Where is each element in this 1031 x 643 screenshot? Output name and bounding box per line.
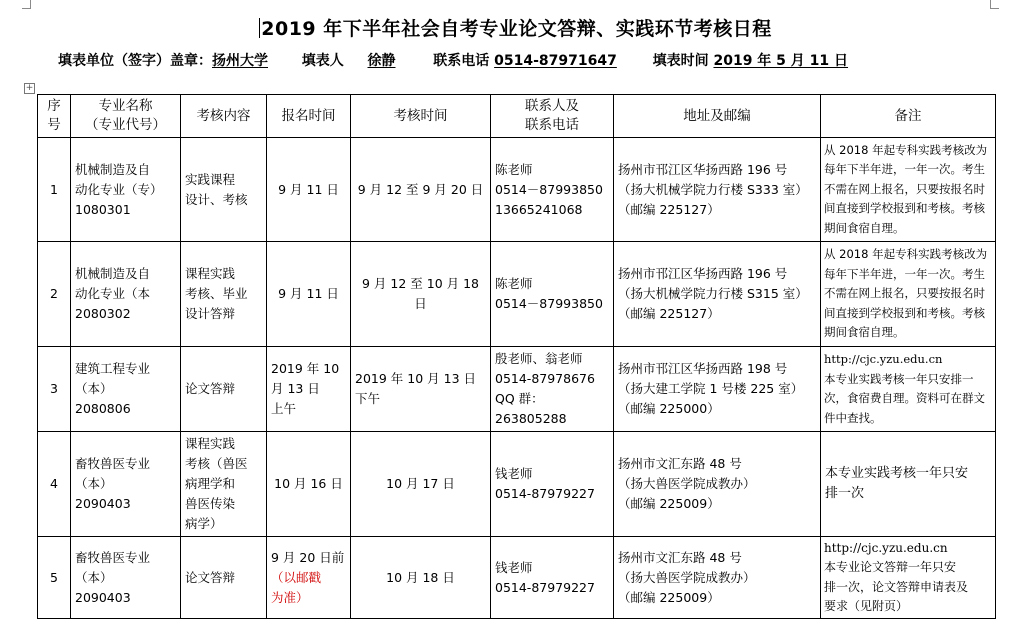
filler-label: 填表人	[301, 53, 344, 69]
table-row	[38, 242, 996, 347]
cell-contact: 钱老师 0514-87979227	[491, 537, 614, 619]
cell-contact: 陈老师 0514－87993850	[491, 242, 614, 347]
cell-exam-time: 10 月 17 日	[351, 432, 491, 537]
cell-seq: 2	[38, 242, 71, 347]
header-address: 地址及邮编	[614, 95, 821, 138]
cell-exam-time: 2019 年 10 月 13 日下午	[351, 347, 491, 432]
cell-exam-time: 9 月 12 至 9 月 20 日	[351, 138, 491, 242]
header-seq: 序 号	[38, 95, 71, 138]
header-exam-time: 考核时间	[351, 95, 491, 138]
cell-content: 论文答辩	[181, 537, 267, 619]
cell-major: 畜牧兽医专业 （本） 2090403	[71, 537, 181, 619]
cell-note: http://cjc.yzu.edu.cn 本专业实践考核一年只安排一 次，食宿费自理。资料可在群文 件中查找。	[821, 347, 996, 432]
table-row	[38, 537, 996, 619]
page-corner-mark-left	[22, 0, 31, 9]
cell-address: 扬州市邗江区华扬西路 198 号 （扬大建工学院 1 号楼 225 室） （邮编 225000）	[614, 347, 821, 432]
table-row	[38, 432, 996, 537]
filler-value: 徐静	[367, 53, 396, 69]
table-row	[38, 347, 996, 432]
cell-address: 扬州市邗江区华扬西路 196 号 （扬大机械学院力行楼 S333 室） （邮编 225127）	[614, 138, 821, 242]
cell-major: 畜牧兽医专业 （本） 2090403	[71, 432, 181, 537]
cell-address: 扬州市文汇东路 48 号 （扬大兽医学院成教办） （邮编 225009）	[614, 432, 821, 537]
cell-note: http://cjc.yzu.edu.cn 本专业论文答辩一年只安 排一次，论文答辩申请表及 要求（见附页）	[821, 537, 996, 619]
cell-major: 机械制造及自 动化专业（本 2080302	[71, 242, 181, 347]
cell-reg-time: 9 月 11 日	[267, 242, 351, 347]
date-label: 填表时间	[652, 53, 709, 69]
header-note: 备注	[821, 95, 996, 138]
cell-exam-time: 9 月 12 至 10 月 18 日	[351, 242, 491, 347]
cell-note: 从 2018 年起专科实践考核改为 每年下半年进，一年一次。考生 不需在网上报名，只要按报名时 间直接到学校报到和考核。考核 期间食宿自理。	[821, 138, 996, 242]
cell-seq: 4	[38, 432, 71, 537]
cell-major: 机械制造及自 动化专业（专） 1080301	[71, 138, 181, 242]
cell-note: 从 2018 年起专科实践考核改为 每年下半年进，一年一次。考生 不需在网上报名，只要按报名时 间直接到学校报到和考核。考核 期间食宿自理。	[821, 242, 996, 347]
phone-label: 联系电话	[433, 53, 490, 69]
fill-info-row	[58, 50, 848, 70]
cell-exam-time: 10 月 18 日	[351, 537, 491, 619]
cell-content: 实践课程 设计、考核	[181, 138, 267, 242]
cell-address: 扬州市邗江区华扬西路 196 号 （扬大机械学院力行楼 S315 室） （邮编 225127）	[614, 242, 821, 347]
page-corner-mark-right	[990, 0, 999, 9]
unit-value: 扬州大学	[212, 53, 268, 69]
header-reg-time: 报名时间	[267, 95, 351, 138]
cell-note: 本专业实践考核一年只安 排一次	[821, 432, 996, 537]
date-value: 2019 年 5 月 11 日	[713, 53, 849, 69]
table-header-row	[38, 95, 996, 138]
header-major: 专业名称 （专业代号）	[71, 95, 181, 138]
header-content: 考核内容	[181, 95, 267, 138]
cell-seq: 5	[38, 537, 71, 619]
table-row	[38, 138, 996, 242]
cell-contact: 钱老师 0514-87979227	[491, 432, 614, 537]
cell-contact: 殷老师、翁老师 0514-87978676 QQ 群：263805288	[491, 347, 614, 432]
header-contact: 联系人及 联系电话	[491, 95, 614, 138]
unit-label: 填表单位（签字）盖章：	[58, 53, 212, 69]
cell-content: 课程实践 考核、毕业 设计答辩	[181, 242, 267, 347]
cell-contact: 陈老师 0514－87993850 13665241068	[491, 138, 614, 242]
document-title-text: 2019 年下半年社会自考专业论文答辩、实践环节考核日程	[261, 18, 772, 40]
document-title	[0, 14, 1031, 41]
phone-value: 0514-87971647	[494, 53, 617, 69]
schedule-table	[37, 94, 996, 619]
cell-major: 建筑工程专业 （本） 2080806	[71, 347, 181, 432]
cell-seq: 3	[38, 347, 71, 432]
cell-content: 论文答辩	[181, 347, 267, 432]
postmark-note: （以邮戳	[271, 569, 322, 585]
cell-reg-time: 9 月 11 日	[267, 138, 351, 242]
cell-reg-time: 9 月 20 日前 （以邮戳 为准）	[267, 537, 351, 619]
cell-reg-time: 10 月 16 日	[267, 432, 351, 537]
cell-seq: 1	[38, 138, 71, 242]
table-move-handle-icon[interactable]: +	[25, 83, 34, 93]
cell-reg-time: 2019 年 10 月 13 日 上午	[267, 347, 351, 432]
cell-content: 课程实践 考核（兽医 病理学和 兽医传染 病学）	[181, 432, 267, 537]
cell-address: 扬州市文汇东路 48 号 （扬大兽医学院成教办） （邮编 225009）	[614, 537, 821, 619]
